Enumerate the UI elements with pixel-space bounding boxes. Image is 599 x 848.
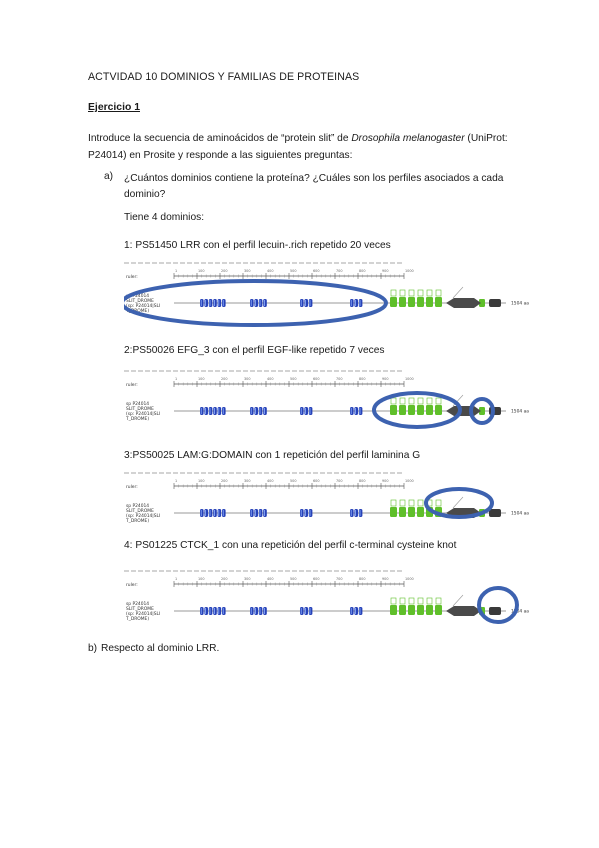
ruler-tick-label: 900 <box>382 479 389 483</box>
laminin-g-domain <box>446 298 481 308</box>
ruler-tick-label: 1 <box>175 577 178 581</box>
ruler-tick-label: 400 <box>267 479 274 483</box>
track-label: (sp: P24014|SLI <box>126 514 161 519</box>
lrr-repeat-highlight <box>214 510 215 516</box>
lrr-repeat-highlight <box>301 510 302 516</box>
track-label: SLIT_DROME <box>126 407 154 412</box>
ruler-tick-label: 1 <box>175 377 178 381</box>
egf-label-box <box>400 398 405 404</box>
track-label: (sp: P24014|SLI <box>126 612 161 617</box>
ruler-tick-label: 700 <box>336 377 343 381</box>
lrr-repeat <box>354 509 358 517</box>
track-label: T_DROME) <box>126 519 150 524</box>
lrr-repeat-highlight <box>255 510 256 516</box>
egf-label-box <box>409 290 414 296</box>
intro-text-end: (UniProt: P24014) en Prosite y responde a las siguientes preguntas: <box>88 133 508 161</box>
lrr-repeat <box>222 607 226 615</box>
lrr-repeat <box>254 607 258 615</box>
prosite-diagram <box>124 468 536 538</box>
lrr-repeat-highlight <box>351 510 352 516</box>
lrr-repeat-highlight <box>214 408 215 414</box>
egf-repeat <box>435 605 442 615</box>
lrr-repeat-highlight <box>305 300 306 306</box>
egf-repeat <box>417 507 424 517</box>
ruler-tick-label: 900 <box>382 269 389 273</box>
page-title: ACTVIDAD 10 DOMINIOS Y FAMILIAS DE PROTEINAS <box>88 71 360 83</box>
ruler-label: ruler: <box>126 583 138 588</box>
lrr-repeat <box>218 299 222 307</box>
lrr-repeat <box>204 299 208 307</box>
ruler-tick-label: 500 <box>290 269 297 273</box>
ruler-tick-label: 400 <box>267 377 274 381</box>
lrr-repeat <box>350 509 354 517</box>
lrr-repeat <box>200 509 204 517</box>
species-name: Drosophila melanogaster <box>351 133 465 144</box>
ruler-tick-label: 1 <box>175 269 178 273</box>
lrr-repeat <box>209 607 213 615</box>
egf-label-box <box>409 598 414 604</box>
track-label: sp P24014 <box>126 402 150 407</box>
lrr-repeat-highlight <box>310 300 311 306</box>
intro-text: Introduce la secuencia de aminoácidos de “protein slit” de <box>88 133 352 144</box>
lrr-repeat-highlight <box>210 510 211 516</box>
lrr-repeat-highlight <box>310 510 311 516</box>
lrr-repeat <box>209 407 213 415</box>
track-label: T_DROME) <box>126 309 150 314</box>
ruler-tick-label: 1000 <box>405 577 414 581</box>
lrr-repeat <box>259 407 263 415</box>
answer-intro: Tiene 4 dominios: <box>124 212 205 223</box>
lrr-repeat-highlight <box>214 608 215 614</box>
prosite-diagram <box>124 566 536 636</box>
lrr-repeat <box>309 407 313 415</box>
lrr-repeat <box>354 607 358 615</box>
track-label: T_DROME) <box>126 417 150 422</box>
egf-repeat <box>390 405 397 415</box>
lrr-repeat <box>250 509 254 517</box>
ruler-tick-label: 900 <box>382 577 389 581</box>
ruler-tick-label: 300 <box>244 269 251 273</box>
sequence-length-label: 1504 aa <box>511 609 529 615</box>
question-b-text: Respecto al dominio LRR. <box>101 643 220 654</box>
egf-repeat <box>390 297 397 307</box>
lrr-repeat-highlight <box>201 408 202 414</box>
lrr-repeat <box>300 299 304 307</box>
lrr-repeat-highlight <box>355 608 356 614</box>
ruler-tick-label: 800 <box>359 377 366 381</box>
sequence-length-label: 1504 aa <box>511 511 529 517</box>
ruler-tick-label: 500 <box>290 577 297 581</box>
ruler-tick-label: 100 <box>198 377 205 381</box>
lrr-repeat-highlight <box>260 608 261 614</box>
lrr-repeat <box>213 299 217 307</box>
lrr-repeat <box>359 607 363 615</box>
lrr-repeat-highlight <box>218 300 219 306</box>
ruler-tick-label: 200 <box>221 577 228 581</box>
domain-figure-4 <box>124 566 536 636</box>
lrr-repeat-highlight <box>223 300 224 306</box>
lrr-repeat <box>209 509 213 517</box>
domain-2-line: 2:PS50026 EFG_3 con el perfil EGF-like repetido 7 veces <box>124 345 385 356</box>
ruler-tick-label: 500 <box>290 479 297 483</box>
lrr-repeat-highlight <box>260 510 261 516</box>
lrr-repeat-highlight <box>351 300 352 306</box>
lrr-repeat <box>263 299 267 307</box>
lrr-repeat <box>200 407 204 415</box>
egf-repeat <box>408 605 415 615</box>
ruler-tick-label: 700 <box>336 479 343 483</box>
ruler-tick-label: 600 <box>313 479 320 483</box>
lrr-repeat-highlight <box>264 300 265 306</box>
lrr-repeat <box>254 407 258 415</box>
egf-repeat <box>417 297 424 307</box>
ruler-tick-label: 900 <box>382 377 389 381</box>
lrr-repeat <box>204 407 208 415</box>
egf-label-box <box>418 500 423 506</box>
ruler-tick-label: 200 <box>221 479 228 483</box>
lrr-repeat <box>222 299 226 307</box>
lrr-repeat <box>222 509 226 517</box>
question-a-text: ¿Cuántos dominios contiene la proteína? ¿Cuáles son los perfiles asociados a cada dominio? <box>124 173 504 200</box>
egf-label-box <box>418 598 423 604</box>
ruler-tick-label: 1000 <box>405 479 414 483</box>
ruler-tick-label: 100 <box>198 479 205 483</box>
lrr-repeat <box>259 509 263 517</box>
lrr-repeat <box>200 607 204 615</box>
ruler-tick-label: 1 <box>175 479 178 483</box>
lrr-repeat-highlight <box>264 408 265 414</box>
track-label: SLIT_DROME <box>126 509 154 514</box>
ruler-tick-label: 400 <box>267 577 274 581</box>
lrr-repeat-highlight <box>360 408 361 414</box>
lrr-repeat <box>222 407 226 415</box>
domain-3-line: 3:PS50025 LAM:G:DOMAIN con 1 repetición del perfil laminina G <box>124 450 421 461</box>
egf-label-box <box>391 398 396 404</box>
lrr-repeat <box>218 607 222 615</box>
lrr-repeat-highlight <box>223 510 224 516</box>
track-label: SLIT_DROME <box>126 607 154 612</box>
ruler-tick-label: 200 <box>221 269 228 273</box>
lrr-repeat <box>354 299 358 307</box>
egf-label-box <box>436 398 441 404</box>
ruler-label: ruler: <box>126 485 138 490</box>
lrr-repeat-highlight <box>360 608 361 614</box>
question-b-marker: b) <box>88 643 98 654</box>
lrr-repeat <box>250 407 254 415</box>
lrr-repeat-highlight <box>264 608 265 614</box>
lrr-repeat-highlight <box>355 300 356 306</box>
lrr-repeat-highlight <box>355 408 356 414</box>
lrr-repeat <box>359 407 363 415</box>
egf-label-box <box>427 598 432 604</box>
lrr-repeat-highlight <box>301 408 302 414</box>
lrr-repeat-highlight <box>201 300 202 306</box>
ruler-tick-label: 300 <box>244 479 251 483</box>
lrr-repeat-highlight <box>210 300 211 306</box>
ruler-tick-label: 300 <box>244 577 251 581</box>
lrr-repeat-highlight <box>218 608 219 614</box>
sequence-length-label: 1504 aa <box>511 301 529 307</box>
ruler-tick-label: 700 <box>336 577 343 581</box>
ctck-domain <box>489 299 501 307</box>
track-label: T_DROME) <box>126 617 150 622</box>
lrr-repeat <box>300 607 304 615</box>
lrr-repeat <box>359 509 363 517</box>
lrr-repeat-highlight <box>210 408 211 414</box>
lrr-repeat-highlight <box>201 608 202 614</box>
lrr-repeat <box>250 299 254 307</box>
lrr-repeat <box>218 407 222 415</box>
egf-repeat <box>435 297 442 307</box>
laminin-g-domain <box>446 606 481 616</box>
lrr-repeat-highlight <box>301 300 302 306</box>
lrr-repeat <box>218 509 222 517</box>
lrr-repeat <box>309 509 313 517</box>
ruler-tick-label: 600 <box>313 377 320 381</box>
egf-label-box <box>418 290 423 296</box>
lrr-repeat <box>304 299 308 307</box>
lrr-repeat-highlight <box>264 510 265 516</box>
prosite-diagram <box>124 366 536 436</box>
lrr-repeat-highlight <box>210 608 211 614</box>
lrr-repeat-highlight <box>255 408 256 414</box>
lrr-repeat <box>263 407 267 415</box>
ruler-tick-label: 500 <box>290 377 297 381</box>
ruler-tick-label: 800 <box>359 577 366 581</box>
egf-repeat <box>399 507 406 517</box>
egf-repeat <box>390 605 397 615</box>
lrr-repeat-highlight <box>360 300 361 306</box>
lrr-repeat <box>259 299 263 307</box>
egf-repeat <box>399 605 406 615</box>
lrr-repeat <box>354 407 358 415</box>
ruler-label: ruler: <box>126 275 138 280</box>
ruler-tick-label: 700 <box>336 269 343 273</box>
lrr-repeat <box>263 509 267 517</box>
laminin-g-leader <box>453 287 463 298</box>
lrr-repeat-highlight <box>351 608 352 614</box>
lrr-repeat-highlight <box>251 408 252 414</box>
laminin-g-domain <box>446 406 481 416</box>
lrr-repeat-highlight <box>255 608 256 614</box>
lrr-repeat-highlight <box>260 408 261 414</box>
lrr-repeat <box>304 607 308 615</box>
ruler-label: ruler: <box>126 383 138 388</box>
lrr-repeat <box>204 607 208 615</box>
lrr-repeat <box>259 607 263 615</box>
egf-label-box <box>400 598 405 604</box>
track-label: SLIT_DROME <box>126 299 154 304</box>
lrr-repeat-highlight <box>310 408 311 414</box>
ruler-tick-label: 100 <box>198 269 205 273</box>
lrr-repeat-highlight <box>251 608 252 614</box>
egf-repeat <box>390 507 397 517</box>
ruler-tick-label: 600 <box>313 269 320 273</box>
track-label: sp P24014 <box>126 504 150 509</box>
lrr-repeat-highlight <box>255 300 256 306</box>
intro-paragraph <box>88 130 528 164</box>
lrr-repeat <box>213 509 217 517</box>
ruler-tick-label: 100 <box>198 577 205 581</box>
egf-label-box <box>436 290 441 296</box>
lrr-repeat-highlight <box>351 408 352 414</box>
egf-repeat <box>417 605 424 615</box>
lrr-repeat-highlight <box>205 510 206 516</box>
prosite-diagram <box>124 258 536 328</box>
egf-label-box <box>391 290 396 296</box>
lrr-repeat <box>213 607 217 615</box>
track-label: (sp: P24014|SLI <box>126 412 161 417</box>
lrr-repeat <box>254 299 258 307</box>
egf-repeat <box>417 405 424 415</box>
lrr-repeat-highlight <box>223 408 224 414</box>
track-label: (sp: P24014|SLI <box>126 304 161 309</box>
ruler-tick-label: 200 <box>221 377 228 381</box>
ruler-tick-label: 300 <box>244 377 251 381</box>
lrr-repeat-highlight <box>223 608 224 614</box>
domain-figure-2 <box>124 366 536 436</box>
lrr-repeat <box>350 607 354 615</box>
ctck-domain <box>489 509 501 517</box>
lrr-repeat-highlight <box>218 408 219 414</box>
exercise-heading: Ejercicio 1 <box>88 102 140 113</box>
lrr-repeat <box>304 407 308 415</box>
lrr-repeat <box>309 299 313 307</box>
domain-4-line: 4: PS01225 CTCK_1 con una repetición del perfil c-terminal cysteine knot <box>124 540 457 551</box>
laminin-g-leader <box>453 497 463 508</box>
domain-figure-1 <box>124 258 536 328</box>
ruler-tick-label: 600 <box>313 577 320 581</box>
egf-label-box <box>391 598 396 604</box>
lrr-repeat <box>250 607 254 615</box>
lrr-repeat-highlight <box>251 510 252 516</box>
egf-label-box <box>391 500 396 506</box>
lrr-repeat-highlight <box>360 510 361 516</box>
egf-label-box <box>436 598 441 604</box>
lrr-repeat <box>359 299 363 307</box>
lrr-repeat <box>254 509 258 517</box>
track-label: sp P24014 <box>126 294 150 299</box>
lrr-repeat <box>309 607 313 615</box>
lrr-repeat-highlight <box>201 510 202 516</box>
egf-repeat <box>408 405 415 415</box>
lrr-repeat-highlight <box>251 300 252 306</box>
egf-repeat <box>426 297 433 307</box>
lrr-repeat-highlight <box>214 300 215 306</box>
lrr-repeat <box>350 407 354 415</box>
egf-label-box <box>409 500 414 506</box>
highlight-ellipse <box>479 588 517 622</box>
lrr-repeat <box>209 299 213 307</box>
lrr-repeat-highlight <box>301 608 302 614</box>
ctck-domain <box>489 607 501 615</box>
domain-1-line: 1: PS51450 LRR con el perfil lecuin-.rich repetido 20 veces <box>124 240 391 251</box>
egf-repeat <box>399 405 406 415</box>
lrr-repeat <box>350 299 354 307</box>
lrr-repeat-highlight <box>205 408 206 414</box>
lrr-repeat-highlight <box>355 510 356 516</box>
egf-label-box <box>427 290 432 296</box>
egf-label-box <box>418 398 423 404</box>
egf-label-box <box>400 290 405 296</box>
egf-label-box <box>427 398 432 404</box>
egf-label-box <box>436 500 441 506</box>
egf-repeat <box>399 297 406 307</box>
question-a-marker: a) <box>104 171 114 182</box>
lrr-repeat <box>300 509 304 517</box>
domain-figure-3 <box>124 468 536 538</box>
egf-repeat <box>408 507 415 517</box>
ruler-tick-label: 800 <box>359 269 366 273</box>
egf-repeat <box>435 405 442 415</box>
lrr-repeat-highlight <box>260 300 261 306</box>
lrr-repeat <box>204 509 208 517</box>
ruler-tick-label: 400 <box>267 269 274 273</box>
ruler-tick-label: 800 <box>359 479 366 483</box>
lrr-repeat-highlight <box>205 300 206 306</box>
lrr-repeat <box>213 407 217 415</box>
egf-repeat <box>426 405 433 415</box>
laminin-g-leader <box>453 595 463 606</box>
egf-repeat <box>408 297 415 307</box>
egf-repeat <box>426 605 433 615</box>
lrr-repeat-highlight <box>205 608 206 614</box>
track-label: sp P24014 <box>126 602 150 607</box>
lrr-repeat <box>304 509 308 517</box>
egf-label-box <box>400 500 405 506</box>
lrr-repeat-highlight <box>218 510 219 516</box>
lrr-repeat-highlight <box>310 608 311 614</box>
sequence-length-label: 1504 aa <box>511 409 529 415</box>
lrr-repeat-highlight <box>305 608 306 614</box>
egf-label-box <box>409 398 414 404</box>
lrr-repeat <box>200 299 204 307</box>
lrr-repeat-highlight <box>305 510 306 516</box>
lrr-repeat <box>300 407 304 415</box>
ruler-tick-label: 1000 <box>405 377 414 381</box>
lrr-repeat-highlight <box>305 408 306 414</box>
lrr-repeat <box>263 607 267 615</box>
ruler-tick-label: 1000 <box>405 269 414 273</box>
